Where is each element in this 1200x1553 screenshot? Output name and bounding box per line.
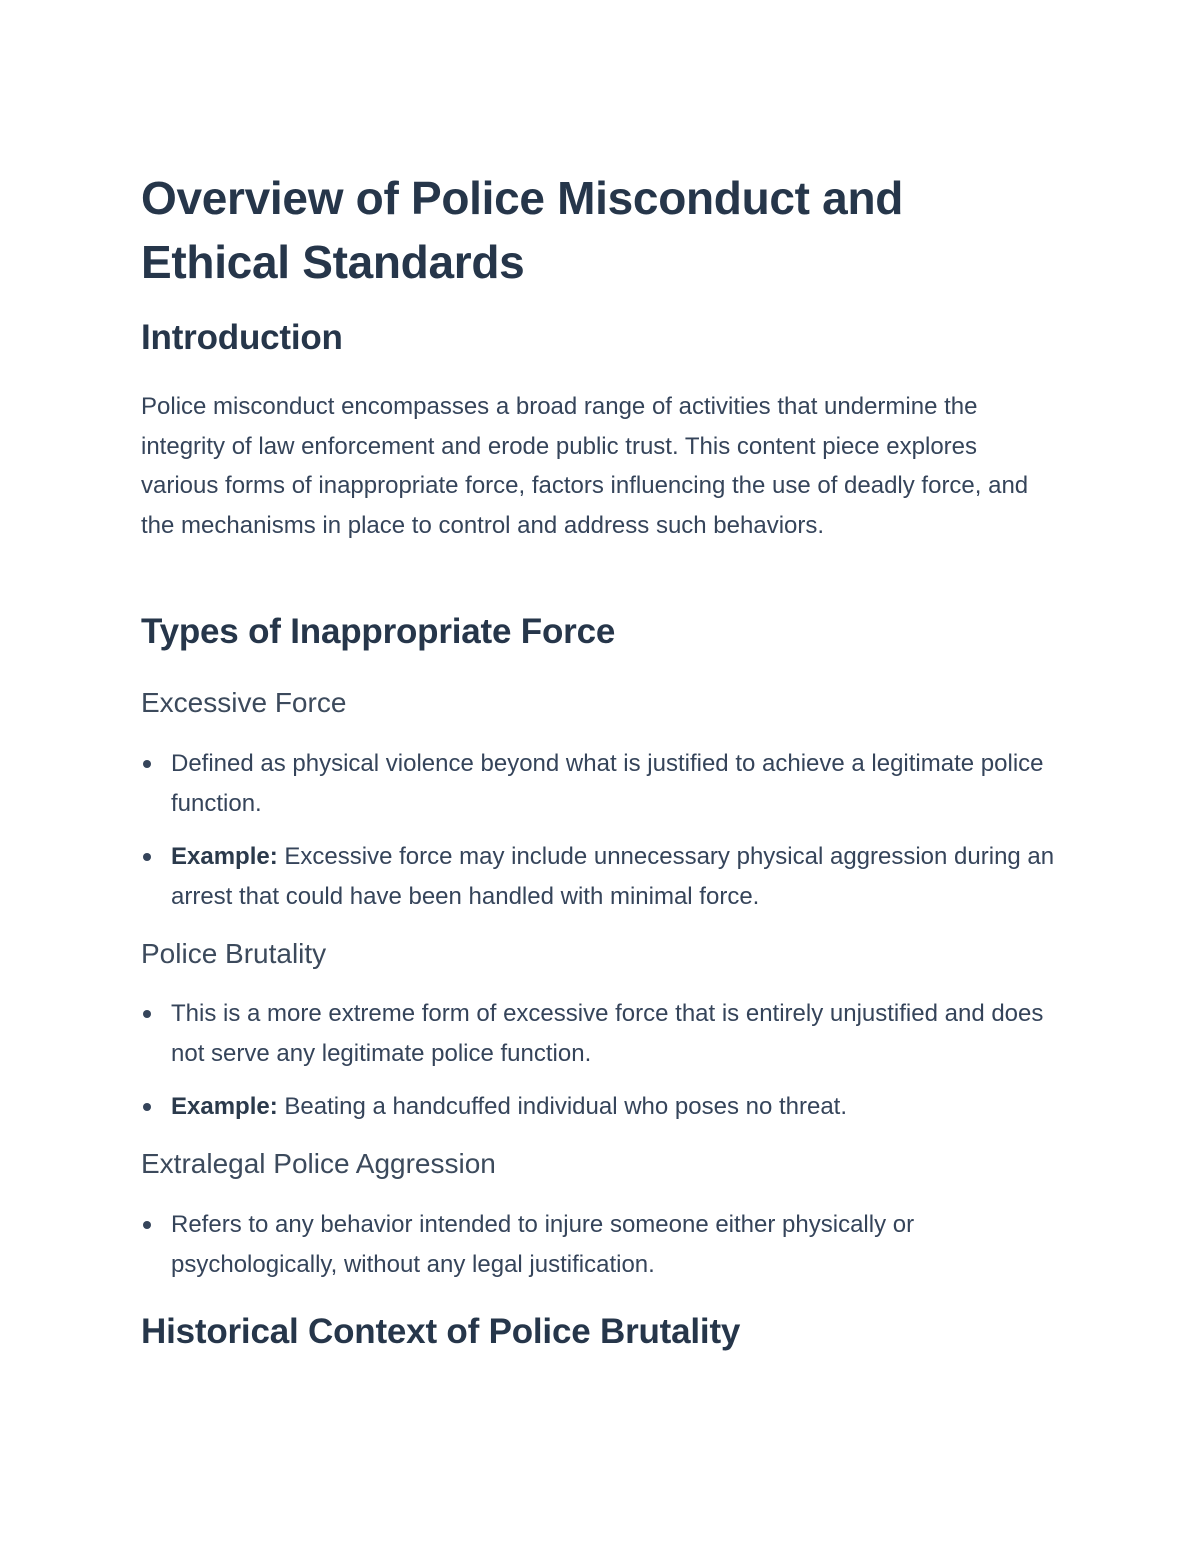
section-heading-introduction: Introduction [141,318,343,357]
bullet-icon [143,1010,151,1018]
list-item-label: Example: [171,843,278,870]
extralegal-aggression-list [141,1205,1071,1284]
subheading-extralegal-aggression: Extralegal Police Aggression [141,1148,496,1179]
section-heading-historical-context: Historical Context of Police Brutality [141,1312,741,1351]
bullet-icon [143,853,151,861]
bullet-icon [143,1103,151,1111]
bullet-icon [143,1221,151,1229]
introduction-paragraph: Police misconduct encompasses a broad range of activities that undermine the integrity of law enforcement and erode public trust. This content piece explores various forms of inappropriate force, factors influencing the use of deadly force, and the mechanisms in place to control and address such behaviors. [141,393,1029,539]
document-title: Overview of Police Misconduct and Ethical Standards [141,172,904,288]
section-heading-types: Types of Inappropriate Force [141,612,616,651]
list-item [141,1205,1071,1284]
list-item-text: This is a more extreme form of excessive force that is entirely unjustified and does not serve any legitimate police function. [171,1000,1044,1067]
list-item [141,744,1071,823]
subheading-excessive-force: Excessive Force [141,687,347,718]
list-item-text: Beating a handcuffed individual who poses no threat. [277,1093,848,1120]
excessive-force-list [141,744,1071,916]
police-brutality-list [141,994,1071,1127]
list-item [141,837,1071,916]
bullet-icon [143,760,151,768]
subheading-police-brutality: Police Brutality [141,938,327,969]
list-item [141,1087,1071,1127]
list-item-label: Example: [171,1093,278,1120]
list-item-text: Refers to any behavior intended to injure someone either physically or psychologically, without any legal justification. [171,1211,915,1278]
list-item-text: Excessive force may include unnecessary physical aggression during an arrest that could have been handled with minimal force. [171,843,1055,910]
list-item-text: Defined as physical violence beyond what is justified to achieve a legitimate police function. [171,750,1044,817]
list-item [141,994,1071,1073]
